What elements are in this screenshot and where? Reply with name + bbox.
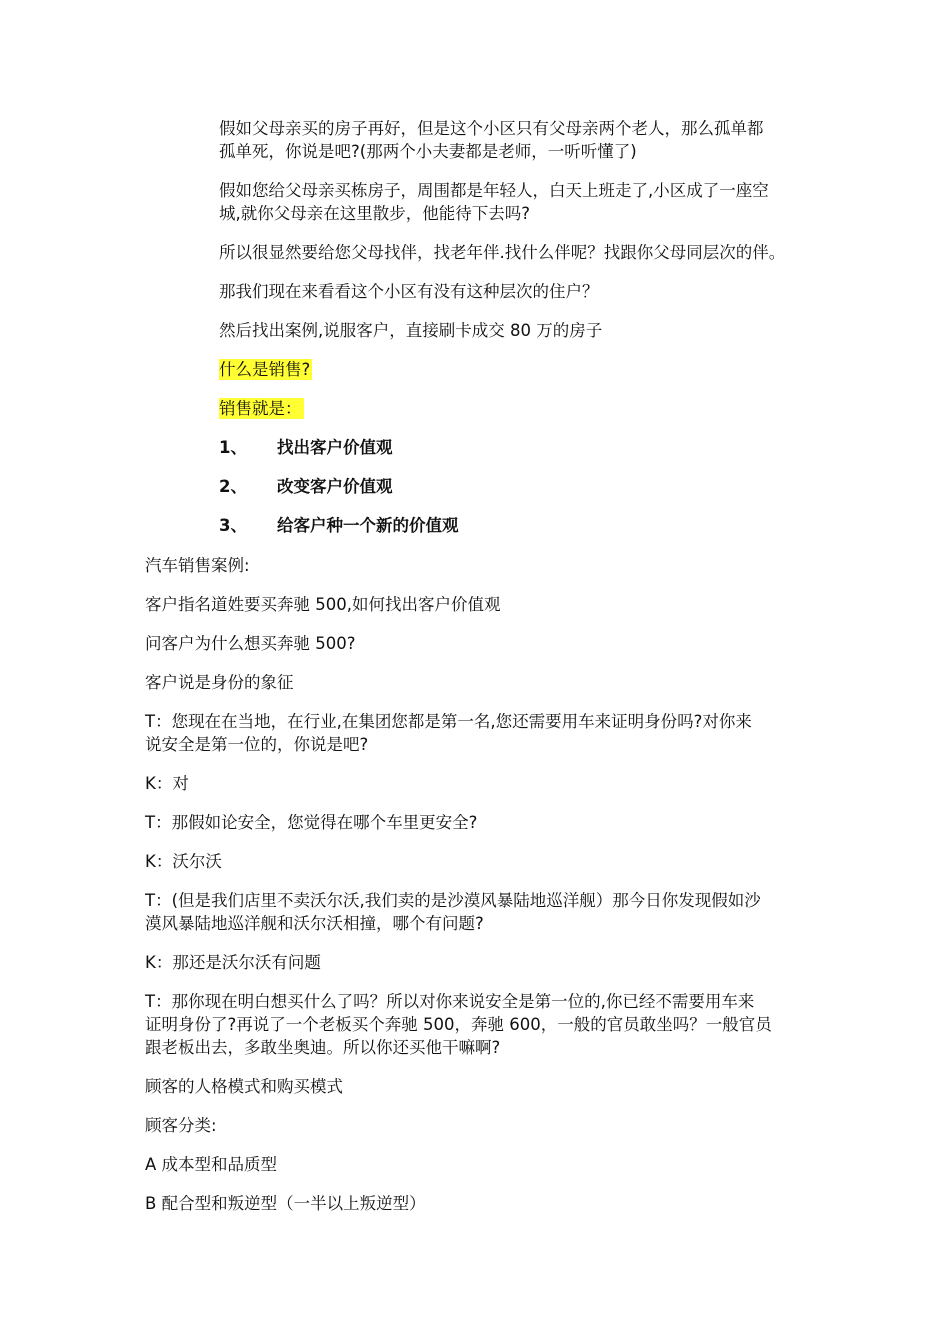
paragraph-type-a: A 成本型和品质型 <box>145 1155 278 1174</box>
paragraph-customer-benz: 客户指名道姓要买奔驰 500,如何找出客户价值观 <box>145 595 501 614</box>
paragraph-customer-types: 顾客分类: <box>145 1116 217 1135</box>
list-item-number: 1、 <box>219 438 247 457</box>
paragraph-close-deal: 然后找出案例,说服客户，直接刷卡成交 80 万的房子 <box>219 321 603 340</box>
list-item-number: 2、 <box>219 477 247 496</box>
dialogue-k-volvo: K：沃尔沃 <box>145 852 222 871</box>
highlight-what-is-sales-text: 什么是销售? <box>219 360 311 379</box>
paragraph-type-b: B 配合型和叛逆型（一半以上叛逆型） <box>145 1194 426 1213</box>
list-item-text: 给客户种一个新的价值观 <box>277 516 459 535</box>
paragraph-young-neighbors-line2: 城,就你父母亲在这里散步，他能待下去吗? <box>219 204 531 223</box>
list-item-text: 找出客户价值观 <box>277 438 393 457</box>
highlight-sales-is-text: 销售就是： <box>219 399 302 418</box>
paragraph-car-case-title: 汽车销售案例: <box>145 556 250 575</box>
paragraph-find-companion: 所以很显然要给您父母找伴，找老年伴.找什么伴呢？找跟你父母同层次的伴。 <box>219 243 786 262</box>
dialogue-t-safety-line2: 说安全是第一位的，你说是吧? <box>145 735 369 754</box>
list-item-number: 3、 <box>219 516 247 535</box>
dialogue-k-volvo-problem: K：那还是沃尔沃有问题 <box>145 953 321 972</box>
paragraph-check-residents: 那我们现在来看看这个小区有没有这种层次的住户？ <box>219 282 599 301</box>
dialogue-t-which-car: T：那假如论安全，您觉得在哪个车里更安全? <box>145 813 478 832</box>
highlight-what-is-sales <box>219 358 312 381</box>
paragraph-status-symbol: 客户说是身份的象征 <box>145 673 294 692</box>
paragraph-ask-why: 问客户为什么想买奔驰 500? <box>145 634 356 653</box>
highlight-sales-is <box>219 397 304 420</box>
list-item-text: 改变客户价值观 <box>277 477 393 496</box>
dialogue-t-conclusion-line1: T：那你现在明白想买什么了吗？所以对你来说安全是第一位的,你已经不需要用车来 <box>145 992 755 1011</box>
dialogue-t-crash-line2: 漠风暴陆地巡洋舰和沃尔沃相撞，哪个有问题? <box>145 914 484 933</box>
paragraph-young-neighbors-line1: 假如您给父母亲买栋房子，周围都是年轻人，白天上班走了,小区成了一座空 <box>219 181 769 200</box>
dialogue-k-yes: K：对 <box>145 774 189 793</box>
dialogue-t-conclusion-line2: 证明身份了?再说了一个老板买个奔驰 500，奔驰 600，一般的官员敢坐吗？一般官员 <box>145 1015 772 1034</box>
dialogue-t-safety-line1: T：您现在在当地，在行业,在集团您都是第一名,您还需要用车来证明身份吗?对你来 <box>145 712 752 731</box>
dialogue-t-crash-line1: T：(但是我们店里不卖沃尔沃,我们卖的是沙漠风暴陆地巡洋舰）那今日你发现假如沙 <box>145 891 761 910</box>
dialogue-t-conclusion-line3: 跟老板出去，多敢坐奥迪。所以你还买他干嘛啊? <box>145 1038 501 1057</box>
paragraph-parents-house-line2: 孤单死，你说是吧?(那两个小夫妻都是老师，一听听懂了) <box>219 142 637 161</box>
paragraph-parents-house-line1: 假如父母亲买的房子再好，但是这个小区只有父母亲两个老人，那么孤单都 <box>219 119 764 138</box>
paragraph-personality-mode: 顾客的人格模式和购买模式 <box>145 1077 343 1096</box>
